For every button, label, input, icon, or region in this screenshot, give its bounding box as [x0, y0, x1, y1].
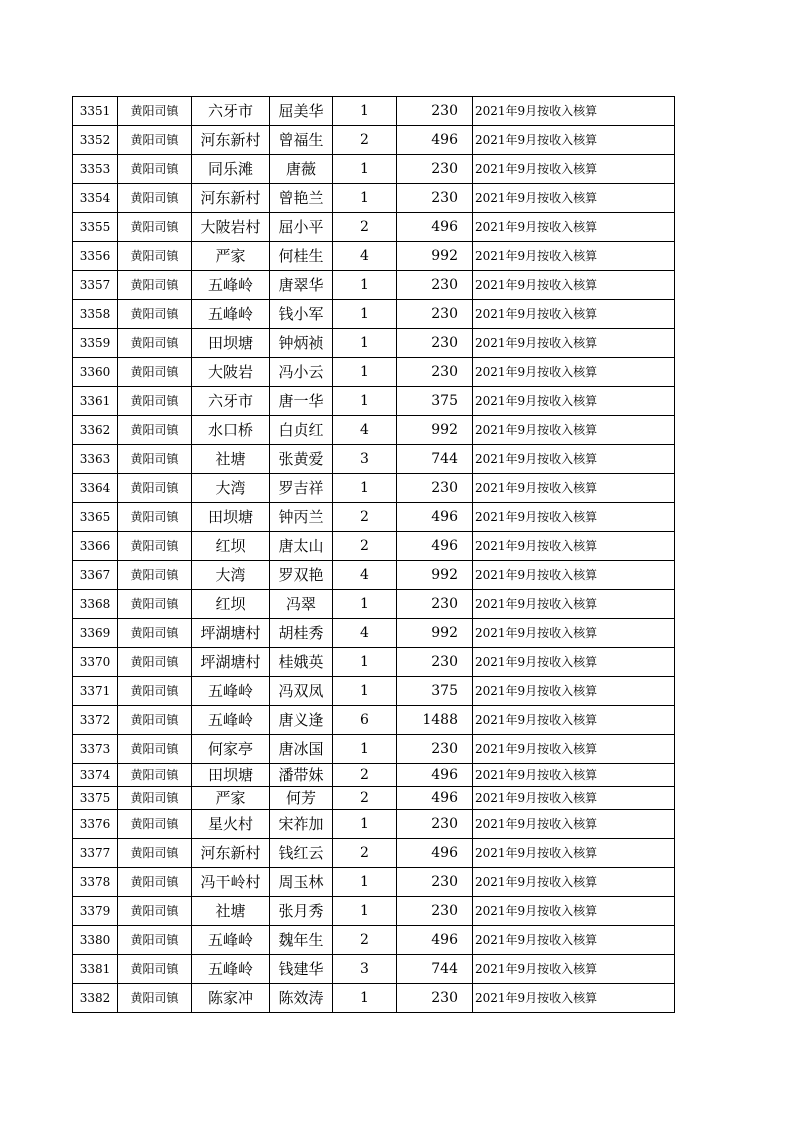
town-cell: 黄阳司镇 — [118, 300, 192, 329]
table-row — [73, 810, 675, 839]
village-cell: 大湾 — [192, 561, 270, 590]
amount-cell: 230 — [397, 300, 473, 329]
household-count-cell: 4 — [333, 242, 397, 271]
record-id-cell: 3351 — [73, 97, 118, 126]
household-count-cell: 3 — [333, 445, 397, 474]
record-id-cell: 3354 — [73, 184, 118, 213]
note-cell: 2021年9月按收入核算 — [473, 868, 675, 897]
household-count-cell: 1 — [333, 184, 397, 213]
village-cell: 严家 — [192, 787, 270, 810]
town-cell: 黄阳司镇 — [118, 810, 192, 839]
amount-cell: 230 — [397, 897, 473, 926]
amount-cell: 230 — [397, 358, 473, 387]
town-cell: 黄阳司镇 — [118, 97, 192, 126]
note-cell: 2021年9月按收入核算 — [473, 648, 675, 677]
name-cell: 屈美华 — [270, 97, 333, 126]
name-cell: 白贞红 — [270, 416, 333, 445]
amount-cell: 992 — [397, 242, 473, 271]
name-cell: 唐翠华 — [270, 271, 333, 300]
note-cell: 2021年9月按收入核算 — [473, 926, 675, 955]
table-row — [73, 839, 675, 868]
amount-cell: 496 — [397, 503, 473, 532]
table-row — [73, 868, 675, 897]
town-cell: 黄阳司镇 — [118, 155, 192, 184]
town-cell: 黄阳司镇 — [118, 416, 192, 445]
table-row — [73, 787, 675, 810]
amount-cell: 496 — [397, 839, 473, 868]
table-row — [73, 300, 675, 329]
village-cell: 何家亭 — [192, 735, 270, 764]
table-row — [73, 648, 675, 677]
name-cell: 钟丙兰 — [270, 503, 333, 532]
name-cell: 冯小云 — [270, 358, 333, 387]
town-cell: 黄阳司镇 — [118, 532, 192, 561]
record-id-cell: 3366 — [73, 532, 118, 561]
record-id-cell: 3362 — [73, 416, 118, 445]
amount-cell: 496 — [397, 532, 473, 561]
name-cell: 唐一华 — [270, 387, 333, 416]
amount-cell: 744 — [397, 955, 473, 984]
record-id-cell: 3367 — [73, 561, 118, 590]
village-cell: 田坝塘 — [192, 329, 270, 358]
table-row — [73, 445, 675, 474]
table-row — [73, 155, 675, 184]
village-cell: 陈家冲 — [192, 984, 270, 1013]
note-cell: 2021年9月按收入核算 — [473, 839, 675, 868]
household-count-cell: 1 — [333, 300, 397, 329]
name-cell: 曾福生 — [270, 126, 333, 155]
village-cell: 同乐滩 — [192, 155, 270, 184]
table-row — [73, 984, 675, 1013]
household-count-cell: 2 — [333, 787, 397, 810]
town-cell: 黄阳司镇 — [118, 358, 192, 387]
name-cell: 钱小军 — [270, 300, 333, 329]
table-row — [73, 271, 675, 300]
note-cell: 2021年9月按收入核算 — [473, 590, 675, 619]
amount-cell: 375 — [397, 387, 473, 416]
town-cell: 黄阳司镇 — [118, 706, 192, 735]
table-row — [73, 735, 675, 764]
note-cell: 2021年9月按收入核算 — [473, 97, 675, 126]
note-cell: 2021年9月按收入核算 — [473, 329, 675, 358]
amount-cell: 230 — [397, 184, 473, 213]
household-count-cell: 6 — [333, 706, 397, 735]
name-cell: 曾艳兰 — [270, 184, 333, 213]
village-cell: 五峰岭 — [192, 677, 270, 706]
note-cell: 2021年9月按收入核算 — [473, 271, 675, 300]
household-count-cell: 1 — [333, 897, 397, 926]
note-cell: 2021年9月按收入核算 — [473, 677, 675, 706]
town-cell: 黄阳司镇 — [118, 474, 192, 503]
amount-cell: 230 — [397, 810, 473, 839]
name-cell: 魏年生 — [270, 926, 333, 955]
town-cell: 黄阳司镇 — [118, 590, 192, 619]
record-id-cell: 3353 — [73, 155, 118, 184]
table-row — [73, 474, 675, 503]
table-row — [73, 955, 675, 984]
record-id-cell: 3356 — [73, 242, 118, 271]
name-cell: 周玉林 — [270, 868, 333, 897]
household-count-cell: 1 — [333, 358, 397, 387]
town-cell: 黄阳司镇 — [118, 213, 192, 242]
record-id-cell: 3376 — [73, 810, 118, 839]
village-cell: 田坝塘 — [192, 503, 270, 532]
town-cell: 黄阳司镇 — [118, 619, 192, 648]
name-cell: 何桂生 — [270, 242, 333, 271]
village-cell: 河东新村 — [192, 839, 270, 868]
record-id-cell: 3364 — [73, 474, 118, 503]
village-cell: 冯干岭村 — [192, 868, 270, 897]
table-row — [73, 416, 675, 445]
table-row — [73, 184, 675, 213]
household-count-cell: 4 — [333, 561, 397, 590]
village-cell: 社塘 — [192, 897, 270, 926]
village-cell: 五峰岭 — [192, 955, 270, 984]
note-cell: 2021年9月按收入核算 — [473, 445, 675, 474]
village-cell: 河东新村 — [192, 184, 270, 213]
amount-cell: 230 — [397, 735, 473, 764]
table-row — [73, 329, 675, 358]
note-cell: 2021年9月按收入核算 — [473, 184, 675, 213]
household-count-cell: 2 — [333, 126, 397, 155]
note-cell: 2021年9月按收入核算 — [473, 300, 675, 329]
town-cell: 黄阳司镇 — [118, 561, 192, 590]
household-count-cell: 1 — [333, 155, 397, 184]
table-row — [73, 764, 675, 787]
village-cell: 河东新村 — [192, 126, 270, 155]
amount-cell: 230 — [397, 590, 473, 619]
name-cell: 屈小平 — [270, 213, 333, 242]
name-cell: 宋祚加 — [270, 810, 333, 839]
amount-cell: 744 — [397, 445, 473, 474]
name-cell: 唐太山 — [270, 532, 333, 561]
table-row — [73, 926, 675, 955]
name-cell: 冯双凤 — [270, 677, 333, 706]
village-cell: 六牙市 — [192, 97, 270, 126]
amount-cell: 230 — [397, 271, 473, 300]
household-count-cell: 1 — [333, 984, 397, 1013]
table-row — [73, 97, 675, 126]
amount-cell: 992 — [397, 561, 473, 590]
household-count-cell: 2 — [333, 213, 397, 242]
village-cell: 大湾 — [192, 474, 270, 503]
amount-cell: 230 — [397, 329, 473, 358]
town-cell: 黄阳司镇 — [118, 387, 192, 416]
note-cell: 2021年9月按收入核算 — [473, 735, 675, 764]
note-cell: 2021年9月按收入核算 — [473, 213, 675, 242]
village-cell: 星火村 — [192, 810, 270, 839]
name-cell: 桂娥英 — [270, 648, 333, 677]
amount-cell: 230 — [397, 474, 473, 503]
amount-cell: 230 — [397, 648, 473, 677]
record-id-cell: 3361 — [73, 387, 118, 416]
note-cell: 2021年9月按收入核算 — [473, 155, 675, 184]
name-cell: 陈效涛 — [270, 984, 333, 1013]
village-cell: 严家 — [192, 242, 270, 271]
name-cell: 胡桂秀 — [270, 619, 333, 648]
table-row — [73, 503, 675, 532]
record-id-cell: 3373 — [73, 735, 118, 764]
household-count-cell: 1 — [333, 810, 397, 839]
note-cell: 2021年9月按收入核算 — [473, 474, 675, 503]
record-id-cell: 3378 — [73, 868, 118, 897]
household-count-cell: 3 — [333, 955, 397, 984]
household-count-cell: 2 — [333, 532, 397, 561]
village-cell: 五峰岭 — [192, 926, 270, 955]
note-cell: 2021年9月按收入核算 — [473, 787, 675, 810]
amount-cell: 230 — [397, 868, 473, 897]
village-cell: 坪湖塘村 — [192, 648, 270, 677]
table-body — [73, 97, 675, 1013]
note-cell: 2021年9月按收入核算 — [473, 897, 675, 926]
town-cell: 黄阳司镇 — [118, 648, 192, 677]
note-cell: 2021年9月按收入核算 — [473, 706, 675, 735]
name-cell: 张黄爱 — [270, 445, 333, 474]
note-cell: 2021年9月按收入核算 — [473, 358, 675, 387]
record-id-cell: 3380 — [73, 926, 118, 955]
record-id-cell: 3359 — [73, 329, 118, 358]
record-id-cell: 3372 — [73, 706, 118, 735]
amount-cell: 230 — [397, 155, 473, 184]
amount-cell: 375 — [397, 677, 473, 706]
note-cell: 2021年9月按收入核算 — [473, 387, 675, 416]
record-id-cell: 3371 — [73, 677, 118, 706]
record-id-cell: 3381 — [73, 955, 118, 984]
table-row — [73, 387, 675, 416]
town-cell: 黄阳司镇 — [118, 897, 192, 926]
town-cell: 黄阳司镇 — [118, 764, 192, 787]
town-cell: 黄阳司镇 — [118, 868, 192, 897]
note-cell: 2021年9月按收入核算 — [473, 810, 675, 839]
town-cell: 黄阳司镇 — [118, 984, 192, 1013]
town-cell: 黄阳司镇 — [118, 839, 192, 868]
town-cell: 黄阳司镇 — [118, 926, 192, 955]
amount-cell: 230 — [397, 97, 473, 126]
record-id-cell: 3357 — [73, 271, 118, 300]
town-cell: 黄阳司镇 — [118, 503, 192, 532]
table-row — [73, 561, 675, 590]
village-cell: 大陂岩村 — [192, 213, 270, 242]
village-cell: 田坝塘 — [192, 764, 270, 787]
household-count-cell: 2 — [333, 926, 397, 955]
town-cell: 黄阳司镇 — [118, 677, 192, 706]
name-cell: 钟炳祯 — [270, 329, 333, 358]
amount-cell: 992 — [397, 619, 473, 648]
table-row — [73, 126, 675, 155]
note-cell: 2021年9月按收入核算 — [473, 619, 675, 648]
household-count-cell: 1 — [333, 735, 397, 764]
note-cell: 2021年9月按收入核算 — [473, 532, 675, 561]
name-cell: 潘带妹 — [270, 764, 333, 787]
village-cell: 五峰岭 — [192, 706, 270, 735]
table-row — [73, 358, 675, 387]
record-id-cell: 3352 — [73, 126, 118, 155]
household-count-cell: 1 — [333, 648, 397, 677]
table-row — [73, 706, 675, 735]
record-id-cell: 3377 — [73, 839, 118, 868]
record-id-cell: 3365 — [73, 503, 118, 532]
name-cell: 唐薇 — [270, 155, 333, 184]
table-row — [73, 242, 675, 271]
name-cell: 罗双艳 — [270, 561, 333, 590]
name-cell: 张月秀 — [270, 897, 333, 926]
note-cell: 2021年9月按收入核算 — [473, 242, 675, 271]
record-id-cell: 3369 — [73, 619, 118, 648]
record-id-cell: 3375 — [73, 787, 118, 810]
note-cell: 2021年9月按收入核算 — [473, 561, 675, 590]
household-count-cell: 2 — [333, 839, 397, 868]
table-row — [73, 677, 675, 706]
household-count-cell: 1 — [333, 590, 397, 619]
household-count-cell: 1 — [333, 868, 397, 897]
household-count-cell: 1 — [333, 474, 397, 503]
data-table — [72, 96, 675, 1013]
household-count-cell: 4 — [333, 416, 397, 445]
name-cell: 钱红云 — [270, 839, 333, 868]
town-cell: 黄阳司镇 — [118, 787, 192, 810]
note-cell: 2021年9月按收入核算 — [473, 126, 675, 155]
town-cell: 黄阳司镇 — [118, 126, 192, 155]
name-cell: 何芳 — [270, 787, 333, 810]
town-cell: 黄阳司镇 — [118, 242, 192, 271]
village-cell: 五峰岭 — [192, 271, 270, 300]
household-count-cell: 4 — [333, 619, 397, 648]
note-cell: 2021年9月按收入核算 — [473, 416, 675, 445]
village-cell: 红坝 — [192, 590, 270, 619]
name-cell: 冯翠 — [270, 590, 333, 619]
household-count-cell: 1 — [333, 271, 397, 300]
name-cell: 罗吉祥 — [270, 474, 333, 503]
note-cell: 2021年9月按收入核算 — [473, 955, 675, 984]
town-cell: 黄阳司镇 — [118, 271, 192, 300]
record-id-cell: 3374 — [73, 764, 118, 787]
name-cell: 唐义逢 — [270, 706, 333, 735]
table-row — [73, 590, 675, 619]
amount-cell: 496 — [397, 213, 473, 242]
amount-cell: 1488 — [397, 706, 473, 735]
village-cell: 六牙市 — [192, 387, 270, 416]
note-cell: 2021年9月按收入核算 — [473, 984, 675, 1013]
amount-cell: 496 — [397, 787, 473, 810]
household-count-cell: 1 — [333, 329, 397, 358]
amount-cell: 496 — [397, 764, 473, 787]
amount-cell: 230 — [397, 984, 473, 1013]
town-cell: 黄阳司镇 — [118, 955, 192, 984]
record-id-cell: 3379 — [73, 897, 118, 926]
record-id-cell: 3368 — [73, 590, 118, 619]
note-cell: 2021年9月按收入核算 — [473, 503, 675, 532]
name-cell: 唐冰国 — [270, 735, 333, 764]
household-count-cell: 2 — [333, 764, 397, 787]
household-count-cell: 1 — [333, 677, 397, 706]
record-id-cell: 3355 — [73, 213, 118, 242]
household-count-cell: 2 — [333, 503, 397, 532]
town-cell: 黄阳司镇 — [118, 184, 192, 213]
town-cell: 黄阳司镇 — [118, 329, 192, 358]
table-row — [73, 213, 675, 242]
record-id-cell: 3358 — [73, 300, 118, 329]
village-cell: 水口桥 — [192, 416, 270, 445]
village-cell: 大陂岩 — [192, 358, 270, 387]
table-row — [73, 532, 675, 561]
town-cell: 黄阳司镇 — [118, 735, 192, 764]
village-cell: 坪湖塘村 — [192, 619, 270, 648]
record-id-cell: 3370 — [73, 648, 118, 677]
amount-cell: 496 — [397, 126, 473, 155]
record-id-cell: 3363 — [73, 445, 118, 474]
household-count-cell: 1 — [333, 387, 397, 416]
amount-cell: 992 — [397, 416, 473, 445]
name-cell: 钱建华 — [270, 955, 333, 984]
record-id-cell: 3382 — [73, 984, 118, 1013]
village-cell: 社塘 — [192, 445, 270, 474]
household-count-cell: 1 — [333, 97, 397, 126]
record-id-cell: 3360 — [73, 358, 118, 387]
village-cell: 红坝 — [192, 532, 270, 561]
amount-cell: 496 — [397, 926, 473, 955]
table-row — [73, 897, 675, 926]
table-row — [73, 619, 675, 648]
note-cell: 2021年9月按收入核算 — [473, 764, 675, 787]
village-cell: 五峰岭 — [192, 300, 270, 329]
town-cell: 黄阳司镇 — [118, 445, 192, 474]
